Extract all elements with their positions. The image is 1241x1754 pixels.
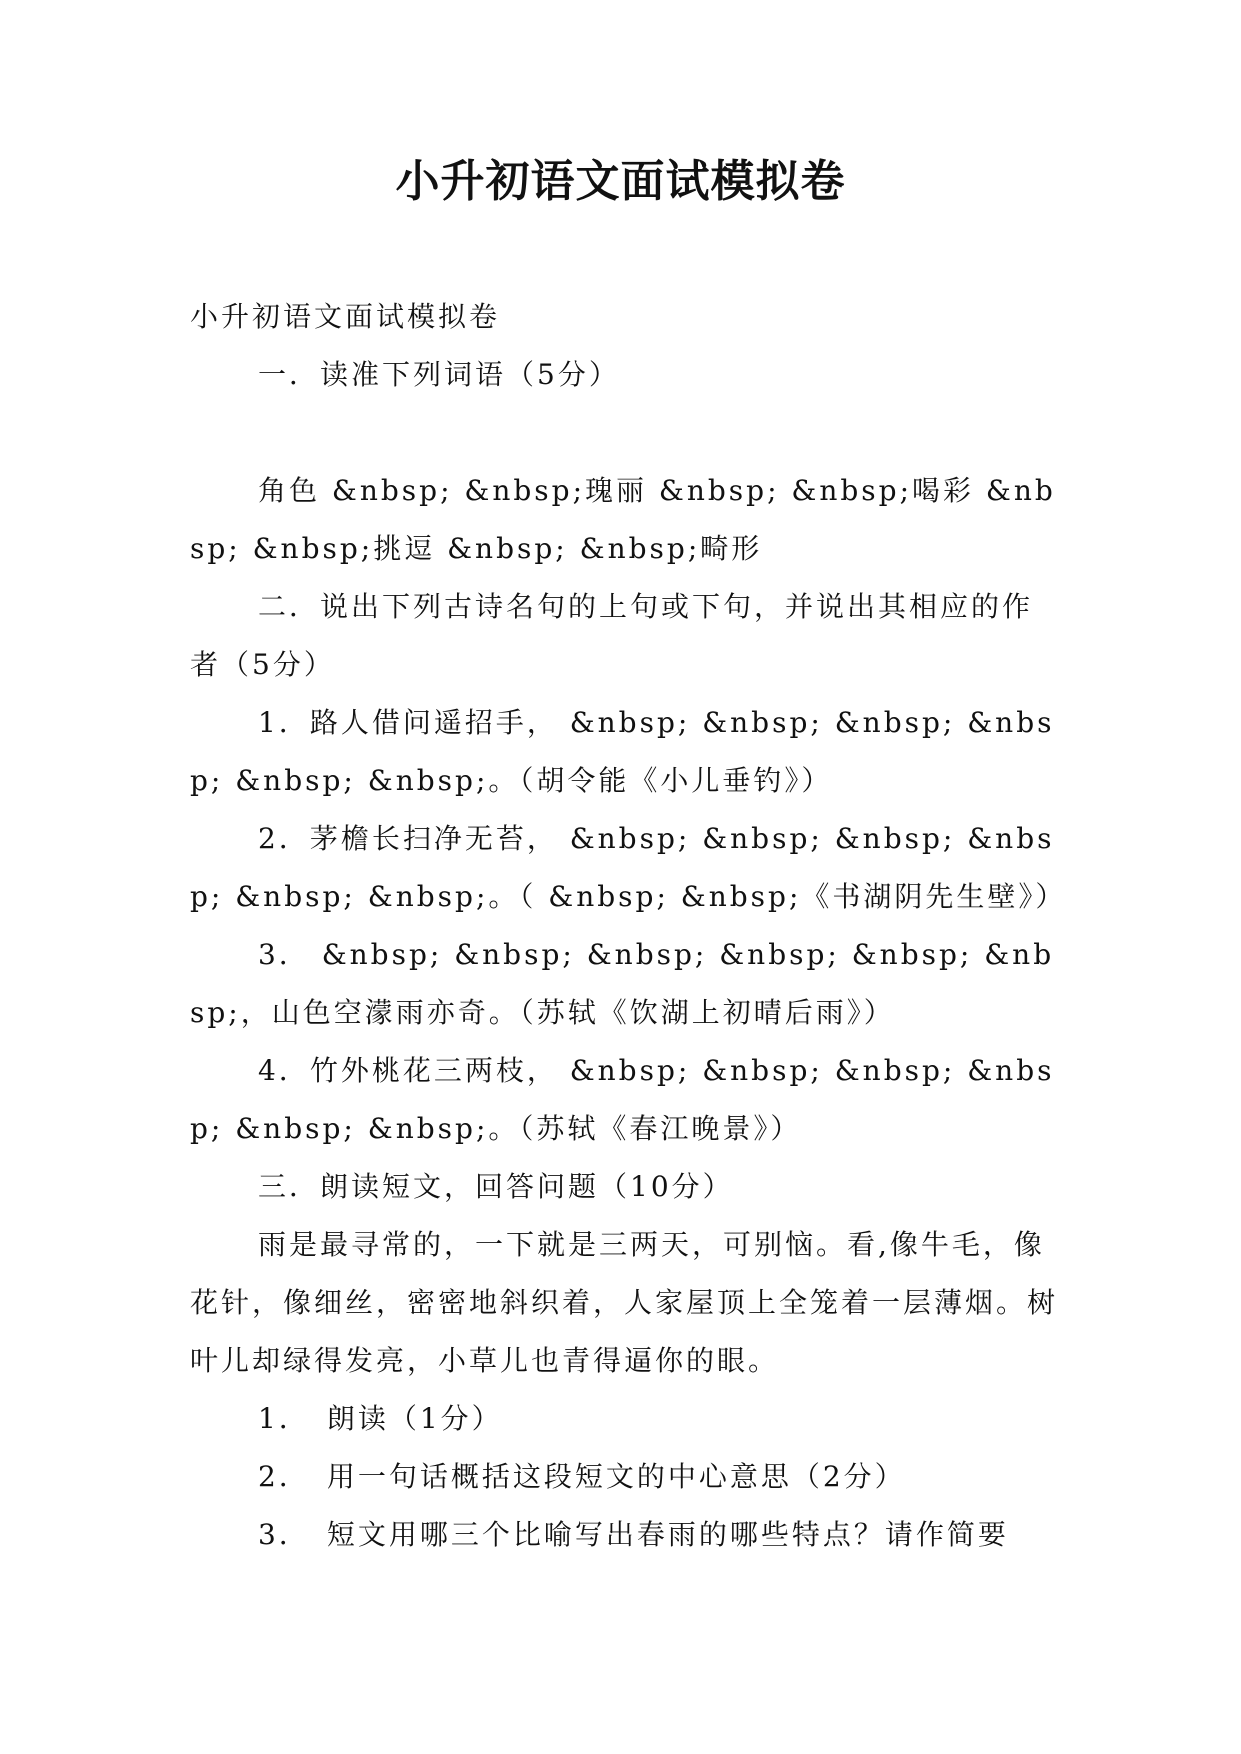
document-title: 小升初语文面试模拟卷 xyxy=(395,156,846,207)
document-body xyxy=(190,288,1067,1564)
reading-question-1: 1． 朗读（1分） xyxy=(258,1402,503,1435)
poem-question-2: 2．茅檐长扫净无苔， &nbsp; &nbsp; &nbsp; &nbsp; &nbsp; &nbsp;。（ &nbsp; &nbsp;《书湖阴先生壁》） xyxy=(190,822,1067,913)
paragraph-subtitle: 小升初语文面试模拟卷 xyxy=(190,300,501,333)
section-heading-3: 三．朗读短文，回答问题（10分） xyxy=(258,1170,734,1203)
section-heading-2: 二．说出下列古诗名句的上句或下句，并说出其相应的作者（5分） xyxy=(190,590,1034,681)
word-list: 角色 &nbsp; &nbsp;瑰丽 &nbsp; &nbsp;喝彩 &nbsp; &nbsp;挑逗 &nbsp; &nbsp;畸形 xyxy=(190,474,1056,565)
reading-question-3: 3． 短文用哪三个比喻写出春雨的哪些特点？请作简要 xyxy=(258,1518,1009,1551)
reading-passage: 雨是最寻常的，一下就是三两天，可别恼。看,像牛毛，像花针，像细丝，密密地斜织着，人家屋顶上全笼着一层薄烟。树叶儿却绿得发亮，小草儿也青得逼你的眼。 xyxy=(190,1228,1059,1377)
blank-line xyxy=(190,404,1060,462)
reading-question-2: 2． 用一句话概括这段短文的中心意思（2分） xyxy=(258,1460,906,1493)
poem-question-4: 4．竹外桃花三两枝， &nbsp; &nbsp; &nbsp; &nbsp; &nbsp; &nbsp;。（苏轼《春江晚景》） xyxy=(190,1054,1055,1145)
poem-question-3: 3． &nbsp; &nbsp; &nbsp; &nbsp; &nbsp; &nbsp;，山色空濛雨亦奇。（苏轼《饮湖上初晴后雨》） xyxy=(190,938,1055,1029)
poem-question-1: 1．路人借问遥招手， &nbsp; &nbsp; &nbsp; &nbsp; &nbsp; &nbsp;。（胡令能《小儿垂钓》） xyxy=(190,706,1055,797)
section-heading-1: 一．读准下列词语（5分） xyxy=(258,358,620,391)
